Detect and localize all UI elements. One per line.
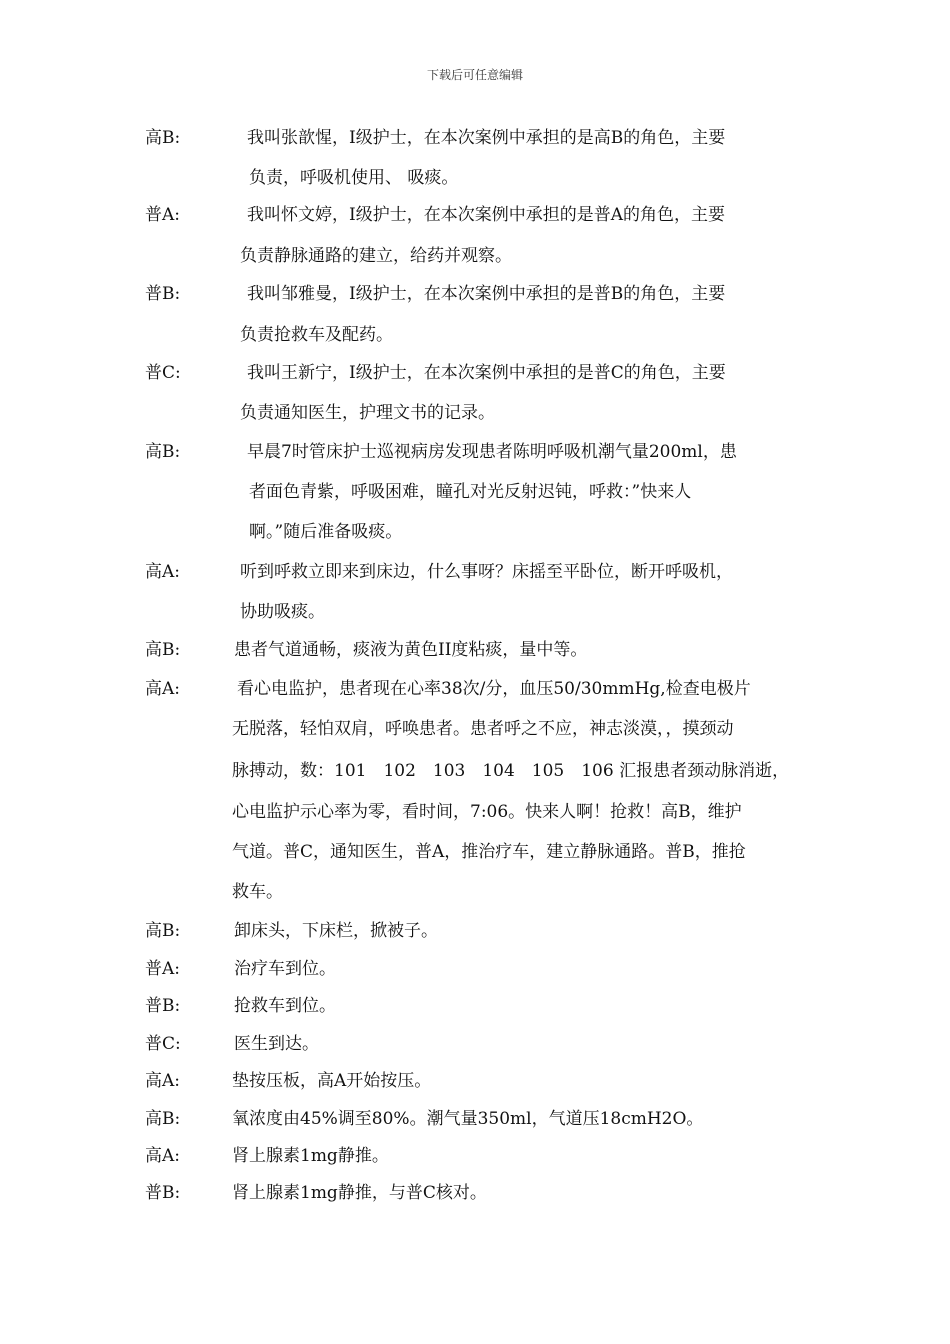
speaker-label: 高B: bbox=[145, 1109, 181, 1129]
dialogue-line bbox=[0, 320, 950, 350]
dialogue-line bbox=[0, 200, 950, 230]
dialogue-line bbox=[0, 714, 950, 744]
line-text: 负责通知医生，护理文书的记录。 bbox=[240, 403, 495, 423]
speaker-label: 高B: bbox=[145, 442, 181, 462]
speaker-label: 普B: bbox=[145, 1183, 181, 1203]
speaker-label: 普C: bbox=[145, 1034, 181, 1054]
dialogue-line bbox=[0, 358, 950, 388]
dialogue-line bbox=[0, 163, 950, 193]
dialogue-line bbox=[0, 635, 950, 665]
line-text: 我叫邹雅曼，Ⅰ级护士，在本次案例中承担的是普B的角色，主要 bbox=[247, 284, 726, 304]
line-text: 心电监护示心率为零，看时间，7:06。快来人啊！抢救！高B，维护 bbox=[232, 802, 742, 822]
speaker-label: 高B: bbox=[145, 921, 181, 941]
line-text: 医生到达。 bbox=[234, 1034, 319, 1054]
speaker-label: 普C: bbox=[145, 363, 181, 383]
line-text: 无脱落，轻怕双肩，呼唤患者。患者呼之不应，神志淡漠，，摸颈动 bbox=[232, 719, 734, 739]
speaker-label: 普A: bbox=[145, 959, 181, 979]
dialogue-line bbox=[0, 797, 950, 827]
line-text: 氧浓度由45%调至80%。潮气量350ml，气道压18cmH2O。 bbox=[232, 1109, 704, 1129]
line-text: 我叫张歆惺，Ⅰ级护士，在本次案例中承担的是高B的角色，主要 bbox=[247, 128, 726, 148]
line-text: 垫按压板，高A开始按压。 bbox=[232, 1071, 432, 1091]
line-text: 救车。 bbox=[232, 882, 283, 902]
dialogue-line bbox=[0, 279, 950, 309]
line-text: 卸床头，下床栏，掀被子。 bbox=[234, 921, 438, 941]
dialogue-line bbox=[0, 437, 950, 467]
dialogue-line bbox=[0, 517, 950, 547]
line-text: 气道。普C，通知医生，普A，推治疗车，建立静脉通路。普B，推抢 bbox=[232, 842, 746, 862]
dialogue-line bbox=[0, 477, 950, 507]
dialogue-line bbox=[0, 1104, 950, 1134]
speaker-label: 普A: bbox=[145, 205, 181, 225]
line-text: 肾上腺素1mg静推。 bbox=[232, 1146, 389, 1166]
speaker-label: 高A: bbox=[145, 562, 181, 582]
line-text: 脉搏动，数：101 102 103 104 105 106 汇报患者颈动脉消逝， bbox=[232, 761, 790, 781]
line-text: 负责抢救车及配药。 bbox=[240, 325, 393, 345]
speaker-label: 高B: bbox=[145, 128, 181, 148]
line-text: 负责静脉通路的建立，给药并观察。 bbox=[240, 246, 512, 266]
dialogue-line bbox=[0, 557, 950, 587]
dialogue-line bbox=[0, 398, 950, 428]
speaker-label: 普B: bbox=[145, 996, 181, 1016]
dialogue-line bbox=[0, 597, 950, 627]
line-text: 早晨7时管床护士巡视病房发现患者陈明呼吸机潮气量200ml，患 bbox=[247, 442, 737, 462]
line-text: 我叫王新宁，Ⅰ级护士，在本次案例中承担的是普C的角色，主要 bbox=[247, 363, 726, 383]
speaker-label: 普B: bbox=[145, 284, 181, 304]
line-text: 肾上腺素1mg静推，与普C核对。 bbox=[232, 1183, 487, 1203]
page-header: 下载后可任意编辑 bbox=[426, 68, 523, 82]
line-text: 者面色青紫，呼吸困难，瞳孔对光反射迟钝，呼救：”快来人 bbox=[249, 482, 692, 502]
line-text: 啊。”随后准备吸痰。 bbox=[249, 522, 403, 542]
line-text: 我叫怀文婷，Ⅰ级护士，在本次案例中承担的是普A的角色，主要 bbox=[247, 205, 725, 225]
line-text: 听到呼救立即来到床边，什么事呀？床摇至平卧位，断开呼吸机， bbox=[240, 562, 733, 582]
dialogue-line bbox=[0, 1066, 950, 1096]
line-text: 协助吸痰。 bbox=[240, 602, 325, 622]
dialogue-line bbox=[0, 1178, 950, 1208]
line-text: 患者气道通畅，痰液为黄色II度粘痰，量中等。 bbox=[234, 640, 588, 660]
dialogue-line bbox=[0, 1029, 950, 1059]
speaker-label: 高A: bbox=[145, 1146, 181, 1166]
dialogue-line bbox=[0, 916, 950, 946]
dialogue-line bbox=[0, 674, 950, 704]
dialogue-line bbox=[0, 991, 950, 1021]
dialogue-line bbox=[0, 756, 950, 786]
dialogue-line bbox=[0, 877, 950, 907]
speaker-label: 高B: bbox=[145, 640, 181, 660]
line-text: 看心电监护，患者现在心率38次/分，血压50/30mmHg,检查电极片 bbox=[237, 679, 751, 699]
dialogue-line bbox=[0, 837, 950, 867]
line-text: 抢救车到位。 bbox=[234, 996, 336, 1016]
speaker-label: 高A: bbox=[145, 1071, 181, 1091]
dialogue-line bbox=[0, 123, 950, 153]
dialogue-line bbox=[0, 954, 950, 984]
line-text: 负责，呼吸机使用、 吸痰。 bbox=[249, 168, 459, 188]
dialogue-line bbox=[0, 1141, 950, 1171]
line-text: 治疗车到位。 bbox=[234, 959, 336, 979]
speaker-label: 高A: bbox=[145, 679, 181, 699]
dialogue-line bbox=[0, 241, 950, 271]
